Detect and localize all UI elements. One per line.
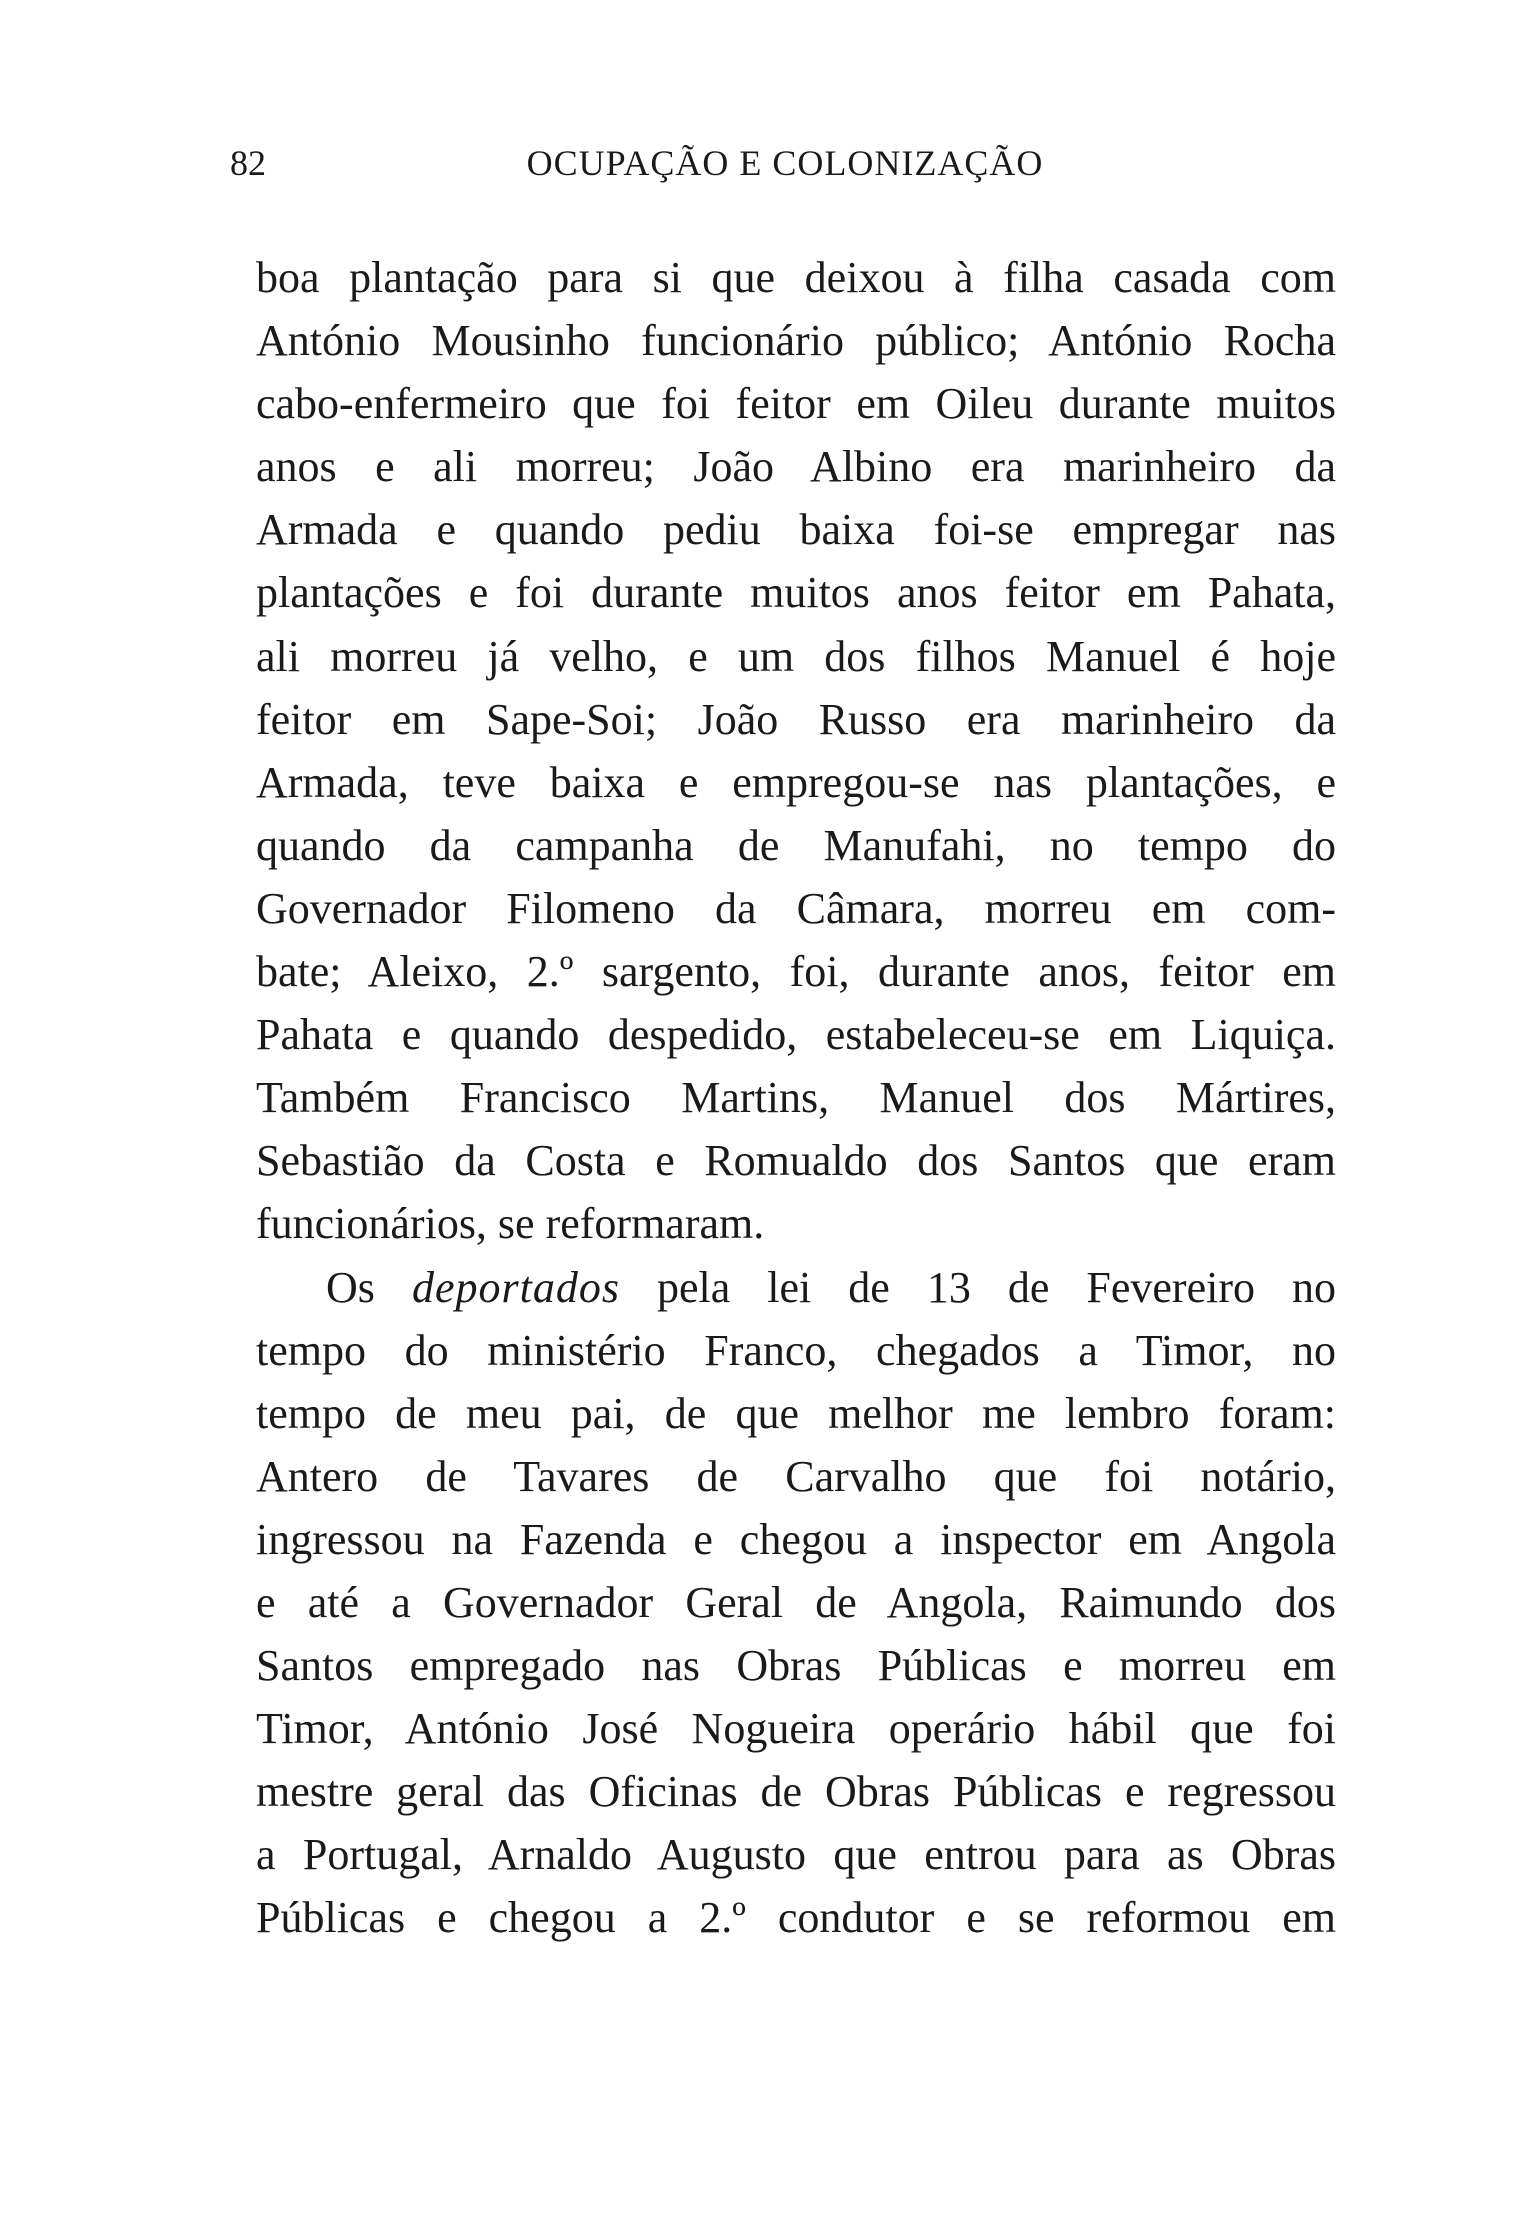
- text-run: pela lei de 13 de Fevereiro no: [656, 1262, 1337, 1312]
- text-line: Armada, teve baixa e empregou-se nas plantações, e: [256, 757, 1336, 807]
- paragraph-first-line: [256, 1256, 1336, 1319]
- page-header: [230, 142, 1340, 192]
- text-line: Pahata e quando despedido, estabeleceu-se em Liquiça.: [256, 1010, 1336, 1060]
- text-line: ali morreu já velho, e um dos filhos Manuel é hoje: [256, 631, 1336, 681]
- text-line: Santos empregado nas Obras Públicas e morreu em: [256, 1641, 1336, 1691]
- text-line: tempo do ministério Franco, chegados a Timor, no: [256, 1325, 1336, 1375]
- text-line: quando da campanha de Manufahi, no tempo do: [256, 820, 1336, 870]
- text-line: boa plantação para si que deixou à filha casada com: [256, 253, 1336, 302]
- text-line: Timor, António José Nogueira operário hábil que foi: [256, 1704, 1336, 1754]
- text-line: bate; Aleixo, 2.º sargento, foi, durante anos, feitor em: [256, 947, 1336, 997]
- text-line: Governador Filomeno da Câmara, morreu em com-: [256, 883, 1336, 933]
- italic-term: deportados: [411, 1262, 620, 1312]
- text-line: Armada e quando pediu baixa foi-se empregar nas: [256, 505, 1336, 555]
- page-number: 82: [230, 143, 266, 183]
- text-line: ingressou na Fazenda e chegou a inspector em Angola: [256, 1514, 1336, 1564]
- text-line: funcionários, se reformaram.: [256, 1199, 765, 1249]
- text-line: feitor em Sape-Soi; João Russo era marinheiro da: [256, 694, 1336, 744]
- body-text: [256, 246, 1336, 1950]
- text-line: plantações e foi durante muitos anos feitor em Pahata,: [256, 568, 1336, 618]
- text-line: tempo de meu pai, de que melhor me lembro foram:: [256, 1388, 1336, 1438]
- text-line: anos e ali morreu; João Albino era marinheiro da: [256, 442, 1336, 492]
- text-line: Públicas e chegou a 2.º condutor e se reformou em: [256, 1893, 1336, 1943]
- text-line: mestre geral das Oficinas de Obras Públicas e regressou: [256, 1767, 1336, 1817]
- text-line: e até a Governador Geral de Angola, Raimundo dos: [256, 1577, 1336, 1627]
- text-line: cabo-enfermeiro que foi feitor em Oileu durante muitos: [256, 379, 1336, 429]
- text-line: Sebastião da Costa e Romualdo dos Santos que eram: [256, 1136, 1336, 1186]
- text-line: Também Francisco Martins, Manuel dos Mártires,: [256, 1073, 1336, 1123]
- text-line: Antero de Tavares de Carvalho que foi notário,: [256, 1451, 1336, 1501]
- text-line: António Mousinho funcionário público; António Rocha: [256, 316, 1336, 366]
- running-title: OCUPAÇÃO E COLONIZAÇÃO: [526, 143, 1044, 183]
- text-run: Os: [326, 1262, 375, 1312]
- text-line: a Portugal, Arnaldo Augusto que entrou para as Obras: [256, 1830, 1336, 1880]
